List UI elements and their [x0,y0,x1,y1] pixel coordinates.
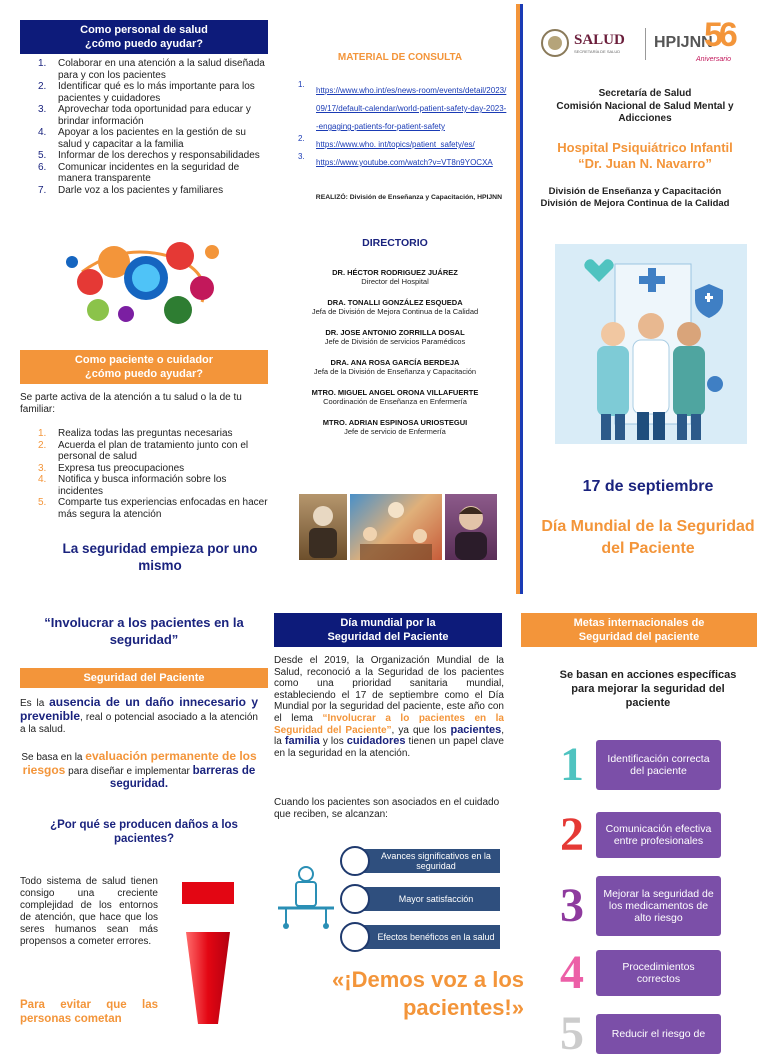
patient-list [38,428,268,520]
list-text: Apoyar a los pacientes en la gestión de su salud y capacitar a la familia [58,127,246,150]
director-name: DR. HÉCTOR RODRIGUEZ JUÁREZ [332,268,458,277]
list-text: Notifica y busca información sobre los incidentes [58,474,227,497]
goal-item: Comunicación efectiva entre profesionales [596,812,721,858]
patients-emphasis: pacientes [450,723,502,736]
healthcare-icons-illustration [62,232,232,328]
salud-logo-sub: SECRETARÍA DE SALUD [574,49,621,54]
mural-photo [350,494,442,560]
benefits-list [340,846,502,956]
benefit-circle [340,922,370,952]
list-text: Acuerda el plan de tratamiento junto con el personal de salud [58,439,249,462]
list-text: Identificar qué es lo más importante para los pacientes y cuidadores [58,81,255,104]
motto-emphasis: “Involucrar a lo pacientes en la Seguridad del Paciente” [274,712,504,736]
portrait-photo-2 [445,494,497,560]
avoid-text: Para evitar que las personas cometan [20,999,158,1025]
cta-text: «¡Demos voz a los pacientes!» [332,967,524,1020]
definition-emphasis: ausencia de un daño innecesario y prevenible [20,695,259,723]
slogan: La seguridad empieza por uno mismo [62,541,258,573]
reference-link[interactable]: https://www.youtube.com/watch?v=VT8n9YOCXA [316,158,493,167]
event-date: 17 de septiembre [582,478,714,495]
reference-link[interactable]: https://www.who.int/es/news-room/events/detail/2023/09/17/default-calendar/world-patient-safety-day-2023--engaging-patients-for-patient-safety [316,86,507,131]
caregivers-emphasis: cuidadores [346,735,406,748]
list-text: Realiza todas las preguntas necesarias [58,428,233,439]
reference-links [298,80,508,170]
hpijnn-logo-text: HPIJNN [654,34,713,51]
world-day-text: Desde el 2019, la Organización Mundial de la Salud, reconoció a la Seguridad de los pacientes como una prioridad sanitaria mundial, estableciendo el 17 de septiembre como el Día Mundial por la seguridad del paciente, este año con el lema “Involucrar a lo pacientes en la Seguridad del Paciente”, ya que los pacientes, la familia y los cuidadores tienen un papel clave en la seguridad en la atención. [274,655,504,759]
logo-divider [645,28,646,60]
goal-number: 1 [560,738,584,791]
list-number: 3. [38,462,47,474]
exclamation-icon [178,880,238,1024]
list-number: 6. [38,161,47,173]
goal-number: 5 [560,1007,584,1060]
quote-title: “Involucrar a los pacientes en la seguridad” [44,615,244,647]
list-text: Colaborar en una atención a la salud diseñada para y con los pacientes [58,58,265,81]
link-number: 1. [298,80,305,89]
director-role: Coordinación de Enseñanza en Enfermería [323,397,467,406]
list-item [38,463,268,475]
salud-logo-text: SALUD [574,32,625,48]
basis-text: Se basa en la evaluación permanente de los riesgos para diseñar e implementar barreras de seguridad. [21,749,257,790]
list-number: 4. [38,474,47,485]
goal-number: 2 [560,808,584,861]
staff-list [38,58,266,196]
staff-header: Como personal de salud ¿cómo puedo ayudar? [20,20,268,54]
patient-safety-header: Seguridad del Paciente [20,668,268,688]
benefit-item: Mayor satisfacción [354,887,500,911]
list-number: 1. [38,58,47,69]
division-2: División de Mejora Continua de la Calidad [540,198,730,209]
goal-number: 4 [560,946,584,999]
goal-item: Mejorar la seguridad de los medicamentos de alto riesgo [596,876,721,936]
link-number: 3. [298,152,305,161]
why-question: ¿Por qué se producen daños a los pacientes? [50,819,238,845]
benefit-circle [340,884,370,914]
list-number: 7. [38,184,47,196]
list-item [38,104,266,127]
director-role: Jefe de División de servicios Paramédicos [324,337,466,346]
goals-header: Metas internacionales de Seguridad del paciente [521,613,757,647]
reference-link-item [298,134,508,152]
realizo-credit: REALIZÓ: División de Enseñanza y Capacitación, HPIJNN [315,194,502,201]
list-item [38,497,268,520]
fold-line-blue [520,4,523,594]
division-1: División de Enseñanza y Capacitación [548,186,722,197]
goals-intro: Se basan en acciones específicas para mejorar la seguridad del paciente [559,669,737,709]
goal-item: Procedimientos correctos [596,950,721,996]
link-number: 2. [298,134,305,143]
goal-item: Identificación correcta del paciente [596,740,721,790]
list-text: Aprovechar toda oportunidad para educar y brindar información [58,104,251,127]
basis-barriers: barreras de seguridad. [109,765,256,790]
reference-link-item [298,80,508,134]
benefits-intro: Cuando los pacientes son asociados en el cuidado que reciben, se alcanzan: [274,797,500,820]
list-item [38,474,268,497]
list-number: 5. [38,497,47,508]
list-text: Informar de los derechos y responsabilidades [58,150,260,161]
list-item [38,58,266,81]
list-item [38,440,268,463]
list-text: Comunicar incidentes en la seguridad de manera transparente [58,161,240,184]
director-name: MTRO. ADRIAN ESPINOSA URIOSTEGUI [322,418,468,427]
definition-text: Es la ausencia de un daño innecesario y prevenible, real o potencial asociado a la atención a la salud. [20,695,259,735]
family-emphasis: familia [284,735,320,748]
world-day-header: Día mundial por la Seguridad del Paciente [274,613,502,647]
event-title: Día Mundial de la Seguridad del Paciente [541,518,755,557]
directorio-list [295,268,495,448]
list-number: 5. [38,150,47,161]
list-item [38,428,268,440]
goal-item: Reducir el riesgo de [596,1014,721,1054]
eagle-seal-icon [540,28,570,58]
anniversary-label: Aniversario [696,56,732,63]
reference-link[interactable]: https://www.who. int/topics/patient_safety/es/ [316,140,475,149]
director-name: DRA. ANA ROSA GARCÍA BERDEJA [330,358,460,367]
basis-emphasis: evaluación permanente de los riesgos [22,749,257,777]
list-item [38,150,266,162]
directorio-title: DIRECTORIO [362,237,428,249]
list-number: 2. [38,439,47,451]
benefit-item: Efectos benéficos en la salud [354,925,500,949]
list-item [38,185,266,197]
goal-number: 3 [560,879,584,932]
director-name: DRA. TONALLI GONZÁLEZ ESQUEDA [327,298,463,307]
portrait-photo-1 [299,494,347,560]
stretcher-patient-icon [272,862,340,932]
reference-link-item [298,152,508,170]
system-text: Todo sistema de salud tienen consigo una creciente complejidad de los entornos de atención, que hace que los seres humanos sean más propensos a cometer errores. [20,876,158,947]
director-name: DR. JOSE ANTONIO ZORRILLA DOSAL [325,328,465,337]
list-item [38,127,266,150]
director-role: Jefa de la División de Enseñanza y Capacitación [313,367,477,376]
list-text: Comparte tus experiencias enfocadas en hacer más segura la atención [58,497,268,520]
list-number: 4. [38,127,47,138]
list-text: Expresa tus preocupaciones [58,462,185,474]
org-secretaria: Secretaría de Salud [598,88,692,99]
patient-intro: Se parte activa de la atención a tu salud o la de tu familiar: [20,392,242,415]
hospital-name: Hospital Psiquiátrico Infantil “Dr. Juan N. Navarro” [557,140,733,171]
org-comision: Comisión Nacional de Salud Mental y Adicciones [556,101,734,124]
benefit-item: Avances significativos en la seguridad [354,849,500,873]
director-role: Jefe de servicio de Enfermería [344,427,446,436]
patient-header: Como paciente o cuidador ¿cómo puedo ayudar? [20,350,268,384]
medical-team-illustration [555,244,747,444]
list-number: 3. [38,104,47,115]
benefit-circle [340,846,370,876]
list-number: 1. [38,428,47,439]
material-title: MATERIAL DE CONSULTA [337,52,463,63]
director-role: Jefa de División de Mejora Continua de la Calidad [311,307,479,316]
list-number: 2. [38,81,47,92]
list-text: Darle voz a los pacientes y familiares [58,184,224,196]
salud-logo [540,26,640,60]
historic-photos [299,494,499,560]
list-item [38,81,266,104]
list-item [38,162,266,185]
hpijnn-logo [654,16,750,68]
director-name: MTRO. MIGUEL ANGEL ORONA VILLAFUERTE [311,388,479,397]
anniversary-number: 56 [704,16,734,54]
director-role: Director del Hospital [361,277,429,286]
